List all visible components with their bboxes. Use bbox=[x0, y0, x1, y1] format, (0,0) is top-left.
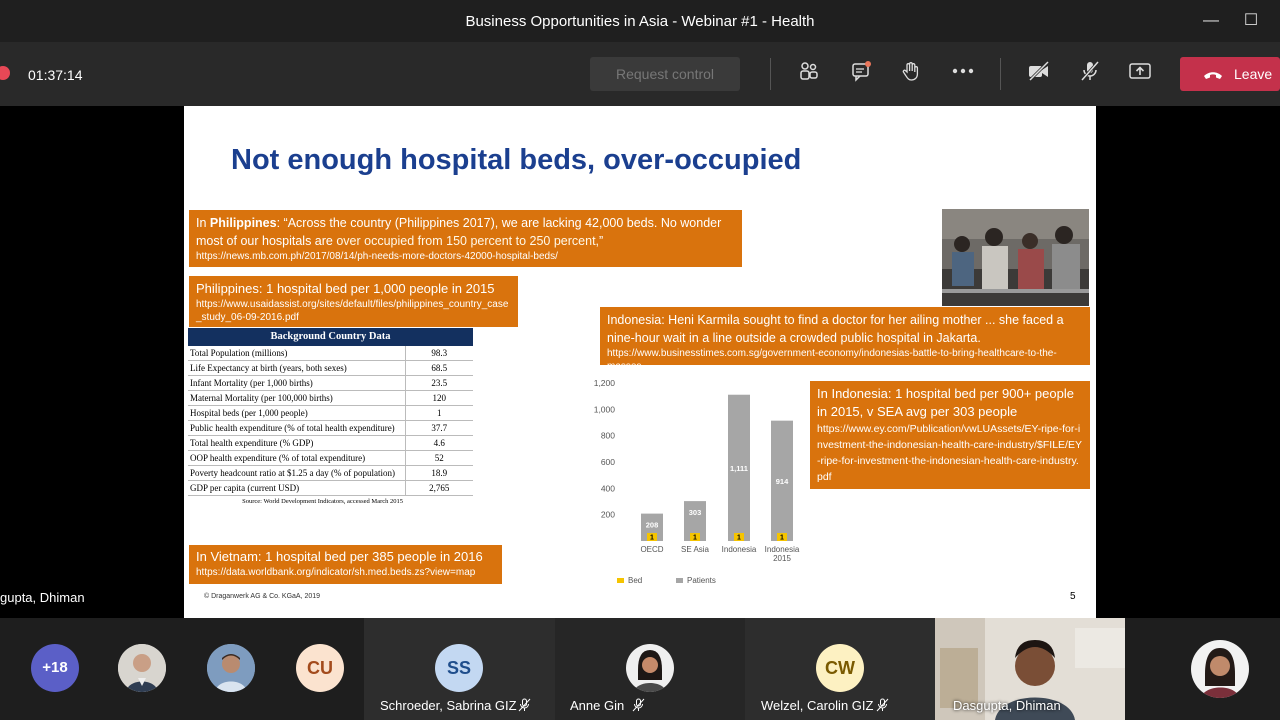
toolbar-divider bbox=[1000, 58, 1001, 90]
slide-title: Not enough hospital beds, over-occupied bbox=[231, 144, 802, 176]
participant-avatar-cu[interactable]: CU bbox=[296, 644, 344, 692]
y-tick-label: 200 bbox=[600, 509, 615, 520]
raise-hand-icon[interactable] bbox=[896, 60, 926, 90]
table-row bbox=[188, 346, 473, 361]
phone-hangup-icon bbox=[1202, 57, 1224, 104]
title-bar bbox=[0, 0, 1280, 42]
y-tick-label: 1,200 bbox=[593, 378, 615, 388]
participant-avatar[interactable] bbox=[207, 644, 255, 692]
beds-patients-chart bbox=[589, 371, 809, 591]
row-label: Life Expectancy at birth (years, both sexes) bbox=[188, 361, 405, 376]
indonesia-quote-text: Indonesia: Heni Karmila sought to find a doctor for her ailing mother ... she faced a nine-hour wait in a line outside a crowded public hospital in Jakarta. bbox=[607, 313, 1064, 345]
philippines-beds-source[interactable]: https://www.usaidassist.org/sites/default/files/philippines_country_case_study_06-09-2016.pdf bbox=[196, 299, 509, 323]
stage-right bbox=[1096, 106, 1280, 618]
row-value: 37.7 bbox=[405, 421, 473, 436]
participant-name: Welzel, Carolin GIZ bbox=[761, 698, 874, 713]
row-value: 4.6 bbox=[405, 436, 473, 451]
philippines-beds-box bbox=[189, 276, 518, 327]
participant-name: Anne Gin bbox=[570, 698, 625, 713]
participants-icon[interactable] bbox=[794, 60, 824, 90]
row-label: Total Population (millions) bbox=[188, 346, 405, 361]
maximize-button[interactable]: ☐ bbox=[1243, 12, 1259, 29]
stage-left bbox=[0, 106, 184, 618]
indonesia-quote-box bbox=[600, 307, 1090, 372]
row-value: 98.3 bbox=[405, 346, 473, 361]
bar-value-label: 303 bbox=[688, 508, 702, 518]
toolbar-divider bbox=[770, 58, 771, 90]
bed-value-label: 1 bbox=[780, 534, 784, 542]
participant-tile-welzel[interactable] bbox=[745, 618, 935, 720]
bed-value-label: 1 bbox=[650, 534, 654, 542]
row-value: 18.9 bbox=[405, 466, 473, 481]
participant-tile-dasgupta[interactable] bbox=[935, 618, 1125, 720]
indonesia-quote-source[interactable]: https://www.businesstimes.com.sg/government-economy/indonesias-battle-to-bring-healthcare-to-the-masses bbox=[607, 348, 1057, 372]
table-row bbox=[188, 436, 473, 451]
camera-off-icon[interactable] bbox=[1024, 60, 1054, 90]
row-label: Total health expenditure (% GDP) bbox=[188, 436, 405, 451]
legend-label-patients: Patients bbox=[687, 576, 716, 585]
row-label: OOP health expenditure (% of total expenditure) bbox=[188, 451, 405, 466]
legend-swatch-patients bbox=[676, 578, 683, 583]
philippines-quote-source[interactable]: https://news.mb.com.ph/2017/08/14/ph-needs-more-doctors-42000-hospital-beds/ bbox=[196, 251, 558, 262]
mic-off-icon[interactable] bbox=[1075, 60, 1105, 90]
vietnam-beds-source[interactable]: https://data.worldbank.org/indicator/sh.med.beds.zs?view=map bbox=[196, 567, 476, 578]
slide-page-number: 5 bbox=[1070, 591, 1076, 602]
indonesia-beds-text: In Indonesia: 1 hospital bed per 900+ people in 2015, v SEA avg per 303 people bbox=[817, 386, 1074, 419]
slide-copyright: © Draganwerk AG & Co. KGaA, 2019 bbox=[204, 593, 321, 600]
indonesia-beds-box bbox=[810, 381, 1090, 489]
row-value: 52 bbox=[405, 451, 473, 466]
gallery-strip-right bbox=[1125, 618, 1280, 720]
chat-icon[interactable] bbox=[846, 60, 876, 90]
row-value: 23.5 bbox=[405, 376, 473, 391]
legend-label-bed: Bed bbox=[628, 576, 643, 585]
bar-value-label: 914 bbox=[775, 476, 789, 486]
row-value: 68.5 bbox=[405, 361, 473, 376]
presenter-name: gupta, Dhiman bbox=[0, 590, 85, 605]
row-label: Poverty headcount ratio at $1.25 a day (% of population) bbox=[188, 466, 405, 481]
row-label: Infant Mortality (per 1,000 births) bbox=[188, 376, 405, 391]
philippines-beds-text: Philippines: 1 hospital bed per 1,000 people in 2015 bbox=[196, 281, 495, 296]
meeting-timer: 01:37:14 bbox=[28, 67, 83, 83]
table-row bbox=[188, 406, 473, 421]
bed-value-label: 1 bbox=[693, 534, 697, 542]
participant-name: Dasgupta, Dhiman bbox=[953, 698, 1061, 713]
y-tick-label: 400 bbox=[600, 483, 615, 494]
row-value: 1 bbox=[405, 406, 473, 421]
row-value: 120 bbox=[405, 391, 473, 406]
philippines-quote-box bbox=[189, 210, 742, 267]
x-category-label: 2015 bbox=[773, 554, 791, 563]
table-row bbox=[188, 391, 473, 406]
table-row bbox=[188, 421, 473, 436]
x-category-label: SE Asia bbox=[680, 545, 710, 554]
table-row bbox=[188, 376, 473, 391]
window-title: Business Opportunities in Asia - Webinar #1 - Health bbox=[465, 13, 815, 30]
request-control-button[interactable]: Request control bbox=[590, 57, 740, 91]
bed-value-label: 1 bbox=[737, 534, 741, 542]
more-options-icon[interactable] bbox=[948, 60, 978, 90]
participant-name: Schroeder, Sabrina GIZ bbox=[380, 698, 517, 713]
mic-off-icon bbox=[632, 698, 645, 715]
gallery-strip-left bbox=[0, 618, 364, 720]
vietnam-beds-box bbox=[189, 545, 502, 584]
row-label: GDP per capita (current USD) bbox=[188, 481, 405, 496]
participant-avatar[interactable] bbox=[118, 644, 166, 692]
row-value: 2,765 bbox=[405, 481, 473, 496]
row-label: Maternal Mortality (per 100,000 births) bbox=[188, 391, 405, 406]
mic-off-icon bbox=[518, 698, 531, 715]
x-category-label: OECD bbox=[640, 545, 664, 554]
legend-swatch-bed bbox=[617, 578, 624, 583]
background-country-data bbox=[188, 328, 473, 505]
y-tick-label: 800 bbox=[600, 430, 615, 441]
participant-tile-anne[interactable] bbox=[555, 618, 745, 720]
minimize-button[interactable]: — bbox=[1203, 12, 1219, 29]
table-row bbox=[188, 481, 473, 496]
participant-avatar-cw: CW bbox=[816, 644, 864, 692]
leave-button[interactable] bbox=[1180, 57, 1280, 91]
country-data-table bbox=[188, 346, 473, 496]
hospital-waiting-photo bbox=[942, 209, 1089, 306]
mic-off-icon bbox=[876, 698, 889, 715]
participant-avatar-ss: SS bbox=[435, 644, 483, 692]
vietnam-beds-text: In Vietnam: 1 hospital bed per 385 people in 2016 bbox=[196, 549, 483, 564]
philippines-quote-text: In Philippines: “Across the country (Philippines 2017), we are lacking 42,000 beds. No wonder most of our hospitals are over occupied from 150 percent to 250 percent,” bbox=[196, 216, 722, 248]
row-label: Hospital beds (per 1,000 people) bbox=[188, 406, 405, 421]
bar-value-label: 1,111 bbox=[730, 463, 748, 473]
participant-avatar[interactable] bbox=[1191, 640, 1249, 698]
row-label: Public health expenditure (% of total health expenditure) bbox=[188, 421, 405, 436]
table-row bbox=[188, 466, 473, 481]
table-source: Source: World Development Indicators, accessed March 2015 bbox=[242, 498, 403, 505]
table-header: Background Country Data bbox=[188, 328, 473, 346]
table-row bbox=[188, 451, 473, 466]
y-tick-label: 600 bbox=[600, 457, 615, 467]
shared-slide bbox=[184, 106, 1096, 618]
x-category-label: Indonesia bbox=[764, 545, 800, 554]
leave-label: Leave bbox=[1234, 66, 1273, 82]
bar-value-label: 208 bbox=[645, 520, 659, 530]
y-tick-label: 1,000 bbox=[593, 404, 615, 415]
share-screen-icon[interactable] bbox=[1125, 60, 1155, 90]
table-row bbox=[188, 361, 473, 376]
x-category-label: Indonesia bbox=[721, 545, 757, 554]
participant-tile-schroeder[interactable] bbox=[364, 618, 555, 720]
overflow-participants-badge[interactable]: +18 bbox=[31, 644, 79, 692]
indonesia-beds-source[interactable]: https://www.ey.com/Publication/vwLUAssets/EY-ripe-for-investment-the-indonesian-health-care-industry/$FILE/EY-ripe-for-investment-the-indonesian-health-care-industry.pdf bbox=[817, 423, 1082, 483]
participant-avatar bbox=[626, 644, 674, 692]
